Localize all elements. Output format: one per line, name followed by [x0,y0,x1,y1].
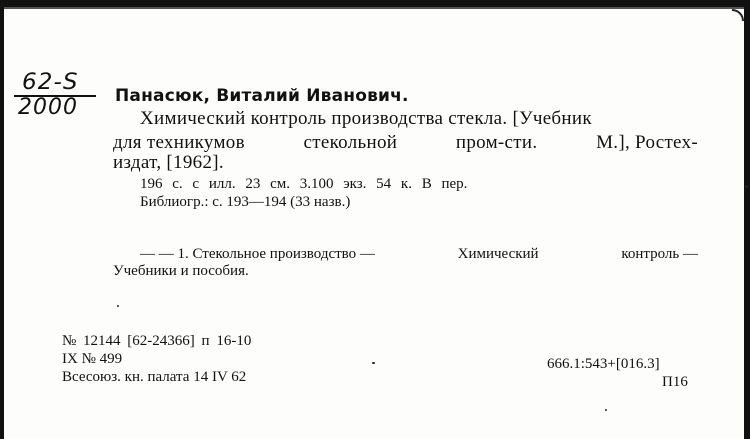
card-corner [732,9,744,21]
subject-headings-line-2: Учебники и пособия. [113,263,249,279]
series-number: IX № 499 [62,351,123,367]
subject-part-b: Химический [457,246,539,262]
author-code: П16 [662,374,688,390]
shelfmark-bottom: 2000 [18,95,78,120]
card-top-edge [0,0,750,7]
author-heading: Панасюк, Виталий Иванович. [115,86,409,106]
registration-number: № 12144 [62-24366] п 16-10 [62,333,252,349]
scan-speck [372,362,375,364]
udc-classification: 666.1:543+[016.3] [547,356,660,372]
scan-speck [745,185,748,188]
subject-part-c: контроль — [621,246,698,262]
card-top-shadow [0,7,750,9]
title-line-2 [113,132,698,154]
subject-headings-line-1 [140,246,698,263]
title-line-2-part-b: стекольной [303,132,398,153]
card-left-edge [0,0,4,439]
title-line-2-part-a: для техникумов [113,132,245,153]
title-line-1: Химический контроль производства стекла. [Учебник [140,108,592,129]
title-line-3: издат, [1962]. [113,152,224,173]
scan-speck [117,305,119,307]
scan-speck [605,409,607,411]
title-line-2-part-d: М.], Ростех- [596,132,698,153]
shelfmark-top: 62-S [22,70,79,95]
card-right-edge [744,0,750,439]
title-line-2-part-c: пром-сти. [455,132,538,153]
physical-description: 196 с. с илл. 23 см. 3.100 экз. 54 к. В пер. [140,176,468,192]
publisher-chamber-note: Всесоюз. кн. палата 14 IV 62 [62,369,247,385]
handwritten-shelfmark [12,70,102,118]
bibliography-note: Библиогр.: с. 193—194 (33 назв.) [140,194,351,210]
subject-part-a: — — 1. Стекольное производство — [140,246,375,262]
